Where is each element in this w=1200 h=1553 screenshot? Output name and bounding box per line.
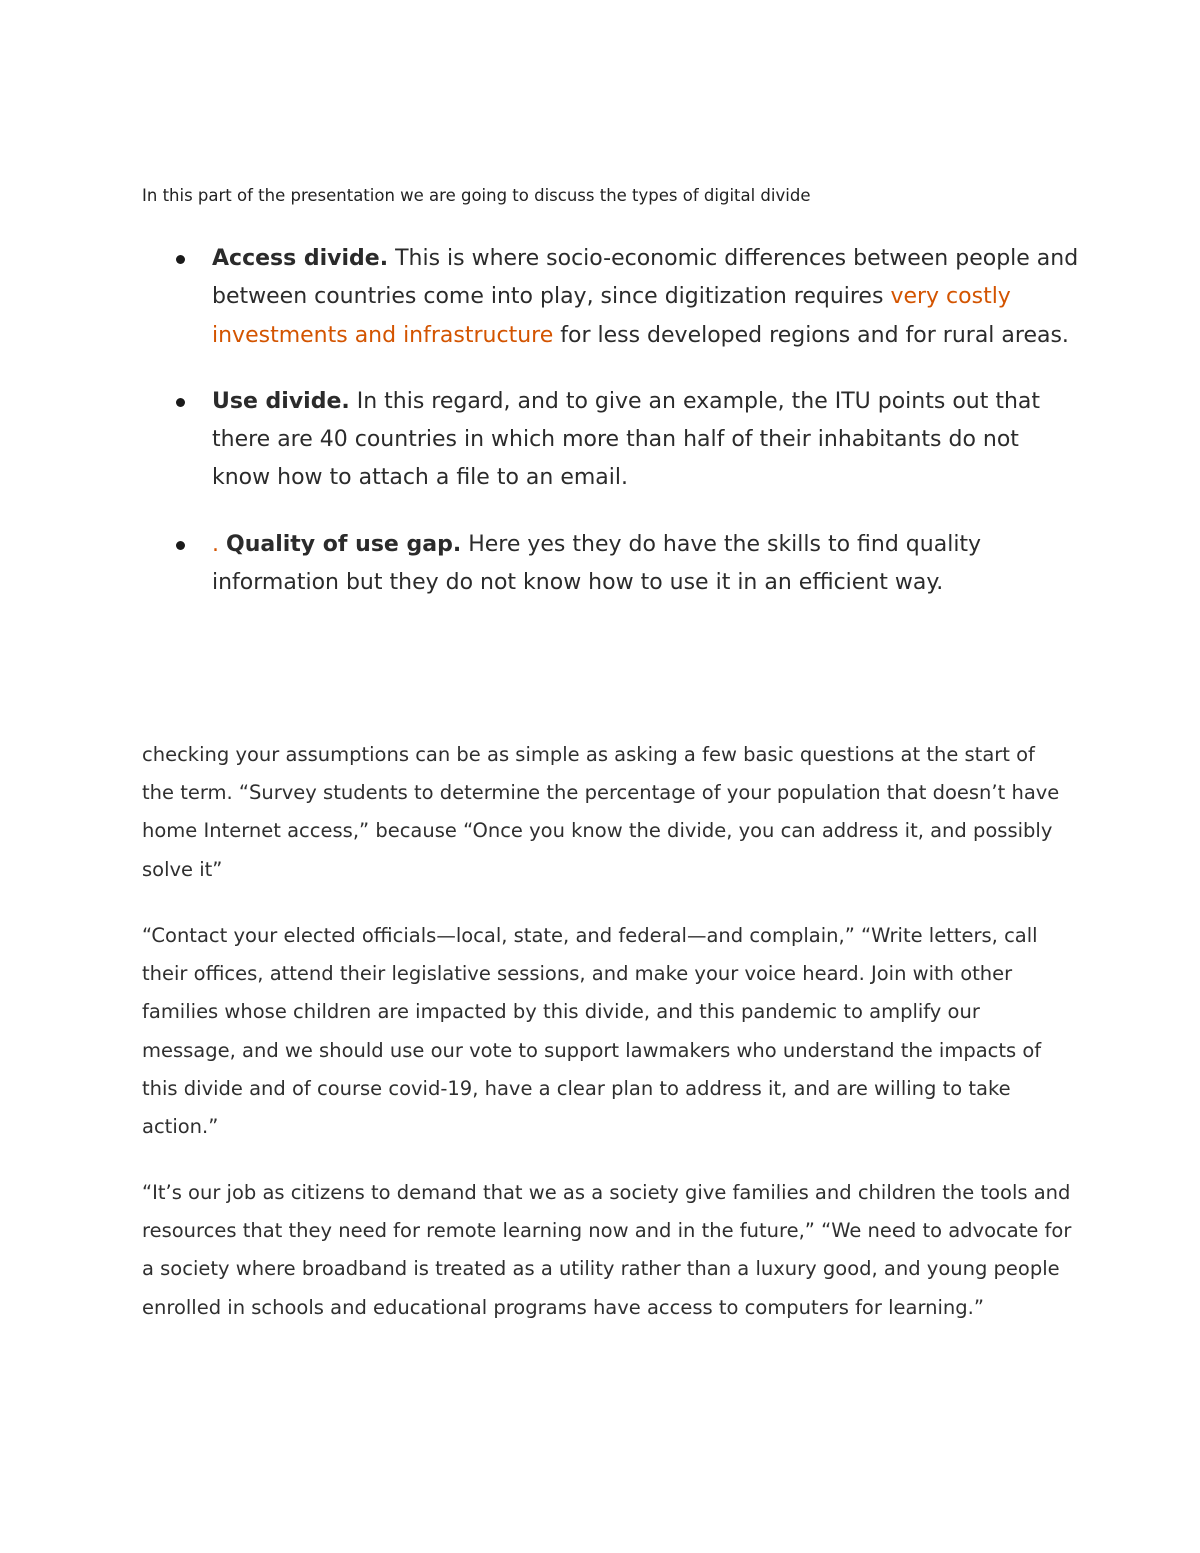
- bullet-dot-icon: [176, 541, 185, 550]
- divide-types-list: [142, 240, 1082, 602]
- list-item-use-divide: [142, 383, 1082, 498]
- bullet-text-end: for less developed regions and for rural areas.: [553, 322, 1069, 348]
- body-paragraph: checking your assumptions can be as simple as asking a few basic questions at the start of the term. “Survey students to determine the percentage of your population that doesn’t have home Internet access,” because “Once you know the divide, you can address it, and possibly solve it”: [142, 743, 1060, 881]
- intro-line: In this part of the presentation we are going to discuss the types of digital divide: [142, 186, 811, 205]
- bullet-text: This is where socio-economic differences between people and between countries come into play, since digitization requires: [212, 246, 1079, 310]
- bullet-lead-period: .: [212, 531, 226, 557]
- body-paragraph: “It’s our job as citizens to demand that we as a society give families and children the tools and resources that they need for remote learning now and in the future,” “We need to advocate for a society where broadband is treated as a utility rather than a luxury good, and young people enrolled in schools and educational programs have access to computers for learning.”: [142, 1181, 1072, 1319]
- body-paragraph: “Contact your elected officials—local, state, and federal—and complain,” “Write letters, call their offices, attend their legislative sessions, and make your voice heard. Join with other families whose children are impacted by this divide, and this pandemic to amplify our message, and we should use our vote to support lawmakers who understand the impacts of this divide and of course covid-19, have a clear plan to address it, and are willing to take action.”: [142, 924, 1042, 1139]
- bullet-dot-icon: [176, 255, 185, 264]
- bullet-text: Here yes they do have the skills to find quality information but they do not know how to use it in an efficient way.: [212, 531, 982, 596]
- list-item-quality-of-use-gap: [142, 526, 1082, 603]
- bullet-title: Use divide.: [212, 388, 350, 414]
- bullet-dot-icon: [176, 398, 185, 407]
- bullet-title: Quality of use gap.: [226, 531, 462, 557]
- bullet-title: Access divide.: [212, 246, 389, 271]
- highlighted-phrase: very costly investments and infrastructure: [212, 284, 1011, 348]
- list-item-access-divide: [142, 240, 1082, 355]
- bullet-text: In this regard, and to give an example, the ITU points out that there are 40 countries in which more than half of their inhabitants do not know how to attach a file to an email.: [212, 388, 1041, 491]
